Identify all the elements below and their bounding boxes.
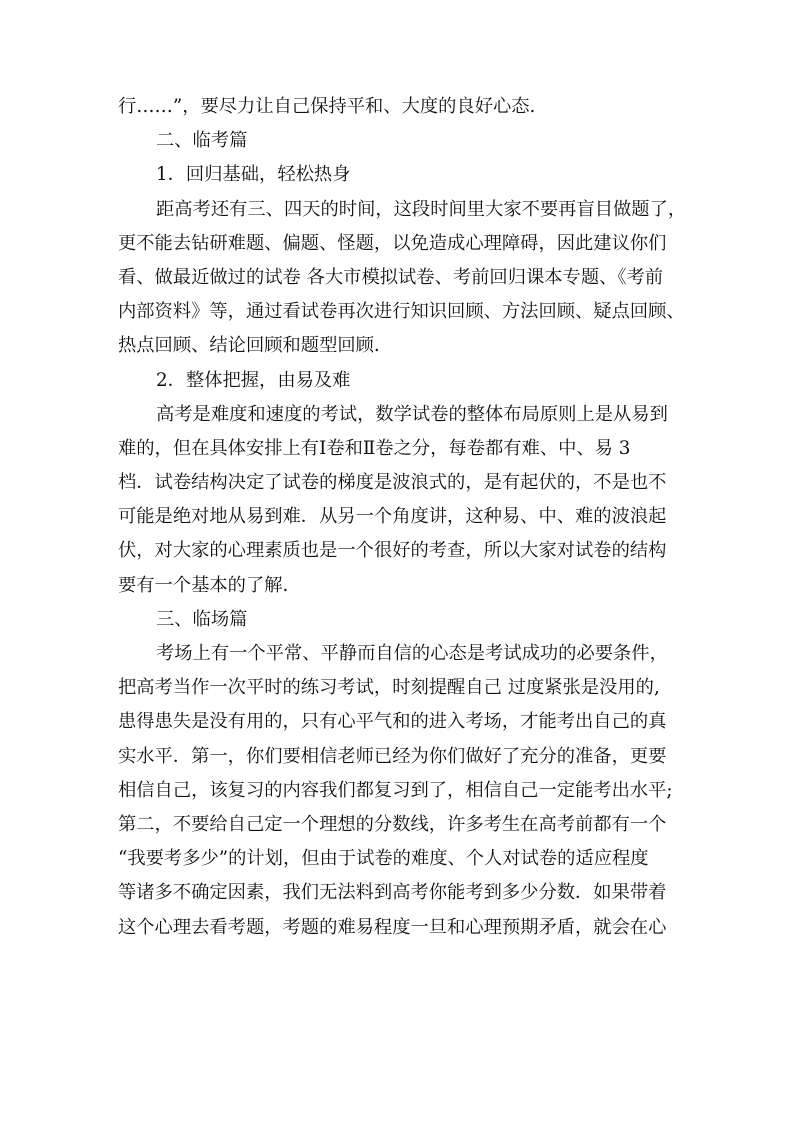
paragraph-line: 行……”，要尽力让自己保持平和、大度的良好心态. <box>118 96 536 117</box>
paragraph-line: 高考是难度和速度的考试，数学试卷的整体布局原则上是从易到 <box>156 403 668 425</box>
paragraph-line: 第二，不要给自己定一个理想的分数线，许多考生在高考前都有一个 <box>118 813 667 835</box>
paragraph-line: 距高考还有三、四天的时间，这段时间里大家不要再盲目做题了， <box>156 198 687 220</box>
paragraph-line: 内部资料》等，通过看试卷再次进行知识回顾、方法回顾、疑点回顾、 <box>118 301 685 323</box>
subheading-1: 1．回归基础，轻松热身 <box>156 164 351 186</box>
paragraph-line: 看、做最近做过的试卷 各大市模拟试卷、考前回归课本专题、《考前 <box>118 266 664 288</box>
paragraph-line: 伏，对大家的心理素质也是一个很好的考查，所以大家对试卷的结构 <box>118 540 667 562</box>
paragraph-line: 患得患失是没有用的，只有心平气和的进入考场，才能考出自己的真 <box>118 711 667 733</box>
paragraph-line: 等诸多不确定因素，我们无法料到高考你能考到多少分数．如果带着 <box>118 882 667 904</box>
paragraph-line: 要有一个基本的了解. <box>118 574 289 596</box>
paragraph-line: 考场上有一个平常、平静而自信的心态是考试成功的必要条件， <box>156 643 668 664</box>
section-heading-lingkao: 二、临考篇 <box>156 130 248 152</box>
paragraph-line: 把高考当作一次平时的练习考试，时刻提醒自己 过度紧张是没用的, <box>118 677 660 699</box>
paragraph-line: 实水平．第一，你们要相信老师已经为你们做好了充分的准备，更要 <box>118 745 667 767</box>
section-heading-linchang: 三、临场篇 <box>156 608 248 630</box>
subheading-2: 2．整体把握，由易及难 <box>156 369 351 391</box>
document-page <box>118 90 687 945</box>
paragraph-line: 这个心理去看考题，考题的难易程度一旦和心理预期矛盾，就会在心 <box>118 916 667 938</box>
paragraph-line: 热点回顾、结论回顾和题型回顾. <box>118 335 380 357</box>
paragraph-line: 档．试卷结构决定了试卷的梯度是波浪式的，是有起伏的，不是也不 <box>118 472 667 494</box>
paragraph-line: “我要考多少”的计划，但由于试卷的难度、个人对试卷的适应程度 <box>118 848 649 870</box>
paragraph-line: 难的，但在具体安排上有Ⅰ卷和Ⅱ卷之分，每卷都有难、中、易 3 <box>118 437 631 459</box>
paragraph-line: 更不能去钻研难题、偏题、怪题，以免造成心理障碍，因此建议你们 <box>118 232 667 254</box>
paragraph-line: 相信自己，该复习的内容我们都复习到了，相信自己一定能考出水平; <box>118 779 673 801</box>
paragraph-line: 可能是绝对地从易到难．从另一个角度讲，这种易、中、难的波浪起 <box>118 506 667 528</box>
